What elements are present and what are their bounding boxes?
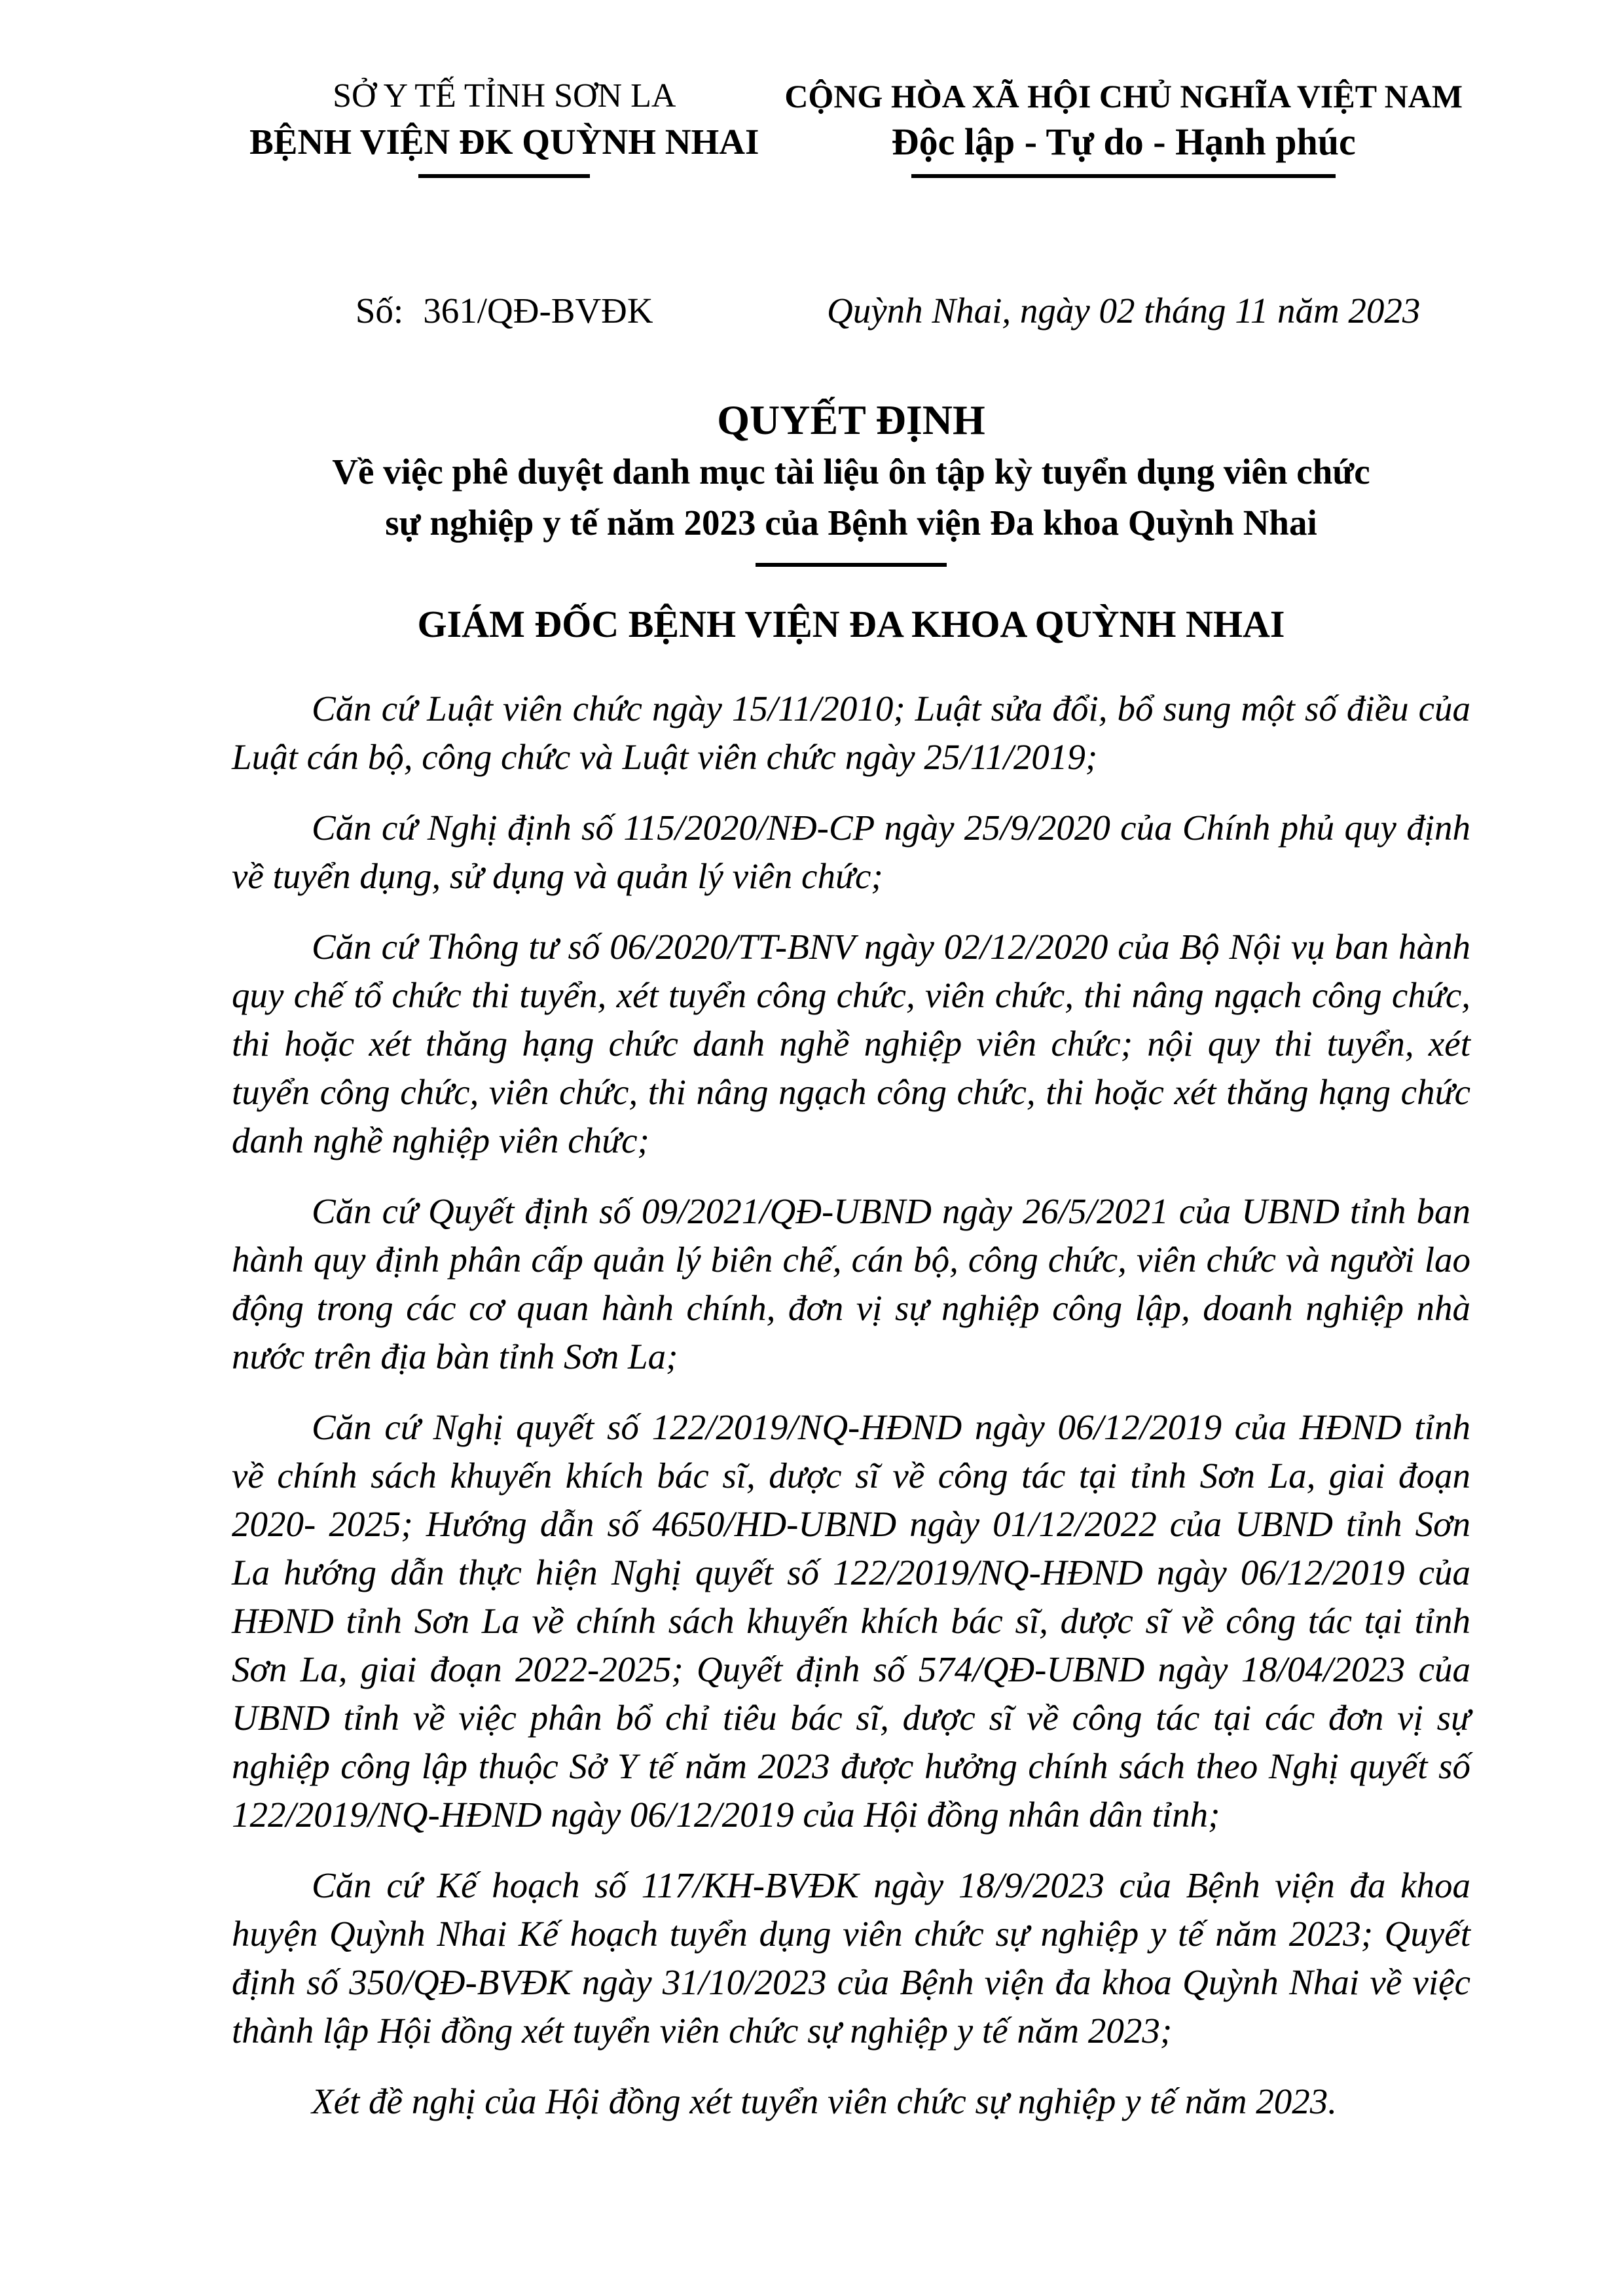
header-issuing-agency: [232, 73, 776, 178]
national-motto: Độc lập - Tự do - Hạnh phúc: [891, 120, 1356, 163]
document-number-value: 361/QĐ-BVĐK: [423, 291, 653, 331]
header-national-motto: [776, 73, 1470, 178]
agency-name: BỆNH VIỆN ĐK QUỲNH NHAI: [249, 122, 759, 162]
document-body: [232, 685, 1470, 2126]
document-subtitle-line1: Về việc phê duyệt danh mục tài liệu ôn tập kỳ tuyển dụng viên chức: [332, 452, 1370, 492]
parent-agency-name: SỞ Y TẾ TỈNH SƠN LA: [333, 77, 676, 115]
legal-basis-paragraph: Căn cứ Nghị quyết số 122/2019/NQ-HĐND ngày 06/12/2019 của HĐND tỉnh về chính sách khuyến khích bác sĩ, dược sĩ về công tác tại tỉnh Sơn La, giai đoạn 2020- 2025; Hướng dẫn số 4650/HD-UBND ngày 01/12/2022 của UBND tỉnh Sơn La hướng dẫn thực hiện Nghị quyết số 122/2019/NQ-HĐND ngày 06/12/2019 của HĐND tỉnh Sơn La về chính sách khuyến khích bác sĩ, dược sĩ về công tác tại tỉnh Sơn La, giai đoạn 2022-2025; Quyết định số 574/QĐ-UBND ngày 18/04/2023 của UBND tỉnh về việc phân bổ chỉ tiêu bác sĩ, dược sĩ về công tác tại các đơn vị sự nghiệp công lập thuộc Sở Y tế năm 2023 được hưởng chính sách theo Nghị quyết số 122/2019/NQ-HĐND ngày 06/12/2019 của Hội đồng nhân dân tỉnh;: [232, 1407, 1470, 1835]
proposal-paragraph: Xét đề nghị của Hội đồng xét tuyển viên chức sự nghiệp y tế năm 2023.: [312, 2081, 1337, 2121]
legal-basis-paragraph: Căn cứ Nghị định số 115/2020/NĐ-CP ngày 25/9/2020 của Chính phủ quy định về tuyển dụng, sử dụng và quản lý viên chức;: [232, 808, 1470, 896]
legal-basis-paragraph: Căn cứ Quyết định số 09/2021/QĐ-UBND ngày 26/5/2021 của UBND tỉnh ban hành quy định phân cấp quản lý biên chế, cán bộ, công chức, viên chức và người lao động trong các cơ quan hành chính, đơn vị sự nghiệp công lập, doanh nghiệp nhà nước trên địa bàn tỉnh Sơn La;: [232, 1191, 1470, 1376]
legal-basis-paragraph: Căn cứ Thông tư số 06/2020/TT-BNV ngày 02/12/2020 của Bộ Nội vụ ban hành quy chế tổ chức thi tuyển, xét tuyển công chức, viên chức, thi nâng ngạch công chức, thi hoặc xét thăng hạng chức danh nghề nghiệp viên chức; nội quy thi tuyển, xét tuyển công chức, viên chức, thi nâng ngạch công chức, thi hoặc xét thăng hạng chức danh nghề nghiệp viên chức;: [232, 927, 1470, 1160]
legal-basis-paragraph: Căn cứ Kế hoạch số 117/KH-BVĐK ngày 18/9/2023 của Bệnh viện đa khoa huyện Quỳnh Nhai Kế hoạch tuyển dụng viên chức sự nghiệp y tế năm 2023; Quyết định số 350/QĐ-BVĐK ngày 31/10/2023 của Bệnh viện đa khoa Quỳnh Nhai về việc thành lập Hội đồng xét tuyển viên chức sự nghiệp y tế năm 2023;: [232, 1865, 1470, 2051]
place-date-line: Quỳnh Nhai, ngày 02 tháng 11 năm 2023: [827, 291, 1421, 331]
document-number: [232, 288, 776, 334]
agency-underline-rule: [418, 174, 590, 178]
document-subtitle-line2: sự nghiệp y tế năm 2023 của Bệnh viện Đa khoa Quỳnh Nhai: [385, 503, 1317, 543]
legal-basis-paragraph: Căn cứ Luật viên chức ngày 15/11/2010; Luật sửa đổi, bổ sung một số điều của Luật cán bộ, công chức và Luật viên chức ngày 25/11/2019;: [232, 689, 1470, 777]
document-number-label: Số:: [355, 291, 404, 331]
document-header: [232, 73, 1470, 178]
number-date-row: [232, 288, 1470, 334]
motto-underline-rule: [911, 174, 1336, 178]
title-block: [232, 394, 1470, 567]
issuer-heading: GIÁM ĐỐC BỆNH VIỆN ĐA KHOA QUỲNH NHAI: [417, 603, 1285, 645]
document-title: QUYẾT ĐỊNH: [717, 397, 985, 443]
title-divider-rule: [756, 563, 947, 567]
document-content: [232, 73, 1470, 2126]
national-title: CỘNG HÒA XÃ HỘI CHỦ NGHĨA VIỆT NAM: [784, 78, 1463, 115]
